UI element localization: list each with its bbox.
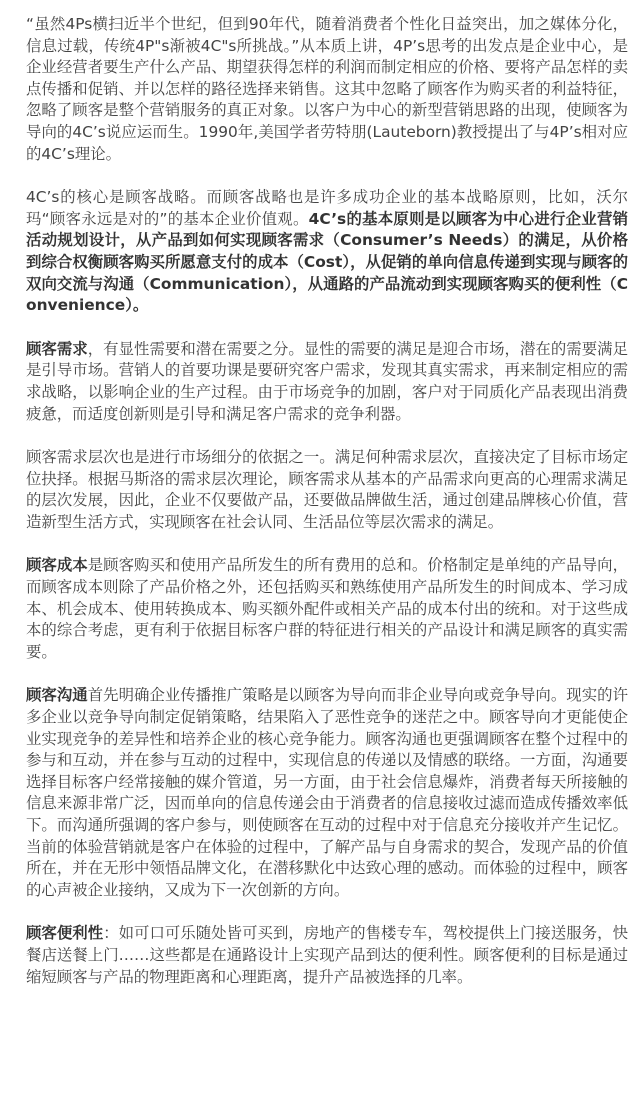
paragraph-customer-needs — [26, 339, 628, 425]
paragraph-bold-text: 4C’s的基本原则是以顾客为中心进行企业营销活动规划设计，从产品到如何实现顾客需求（Consumer’s Needs）的满足，从价格到综合权衡顾客购买所愿意支付的成本（Cost），从促销的单向信息传递到实现与顾客的双向交流与沟通（Communication），从通路的产品流动到实现顾客购买的便利性（Convenience）。 — [26, 209, 628, 315]
paragraph-text: ，有显性需要和潜在需要之分。显性的需要的满足是迎合市场，潜在的需要满足是引导市场。营销人的首要功课是要研究客户需求，发现其真实需求，再来制定相应的需求战略，以影响企业的生产过程。由于市场竞争的加剧，客户对于同质化产品表现出消费疲惫，而适度创新则是引导和满足客户需求的竞争利器。 — [26, 339, 628, 423]
paragraph-customer-communication — [26, 685, 628, 901]
paragraph-text: 是顾客购买和使用产品所发生的所有费用的总和。价格制定是单纯的产品导向，而顾客成本则除了产品价格之外，还包括购买和熟练使用产品所发生的时间成本、学习成本、机会成本、使用转换成本、购买额外配件或相关产品的成本付出的统和。对于这些成本的综合考虑，更有利于依据目标客户群的特征进行相关的产品设计和满足顾客的真实需要。 — [26, 556, 628, 661]
paragraph-4c-core — [26, 187, 628, 317]
paragraph-text: 首先明确企业传播推广策略是以顾客为导向而非企业导向或竞争导向。现实的许多企业以竞争导向制定促销策略，结果陷入了恶性竞争的迷茫之中。顾客导向才更能使企业实现竞争的差异性和培养企业的核心竞争能力。顾客沟通也更强调顾客在整个过程中的参与和互动，并在参与互动的过程中，实现信息的传递以及情感的联络。一方面，沟通要选择目标客户经常接触的媒介管道，另一方面，由于社会信息爆炸，消费者每天所接触的信息来源非常广泛，因而单向的信息传递会由于消费者的信息接收过滤而造成传播效率低下。而沟通所强调的客户参与，则使顾客在互动的过程中对于信息充分接收并产生记忆。当前的体验营销就是客户在体验的过程中，了解产品与自身需求的契合，发现产品的价值所在，并在无形中领悟品牌文化，在潜移默化中达致心理的感动。而体验的过程中，顾客的心声被企业接纳，又成为下一次创新的方向。 — [26, 686, 628, 899]
paragraph-text: “虽然4Ps横扫近半个世纪，但到90年代，随着消费者个性化日益突出，加之媒体分化，信息过载，传统4P"s渐被4C"s所挑战。”从本质上讲，4P’s思考的出发点是企业中心，是企业经营者要生产什么产品、期望获得怎样的利润而制定相应的价格、要将产品怎样的卖点传播和促销、并以怎样的路径选择来销售。这其中忽略了顾客作为购买者的利益特征，忽略了顾客是整个营销服务的真正对象。以客户为中心的新型营销思路的出现，使顾客为导向的4C’s说应运而生。1990年,美国学者劳特朋(Lauteborn)教授提出了与4P’s相对应的4C’s理论。 — [26, 15, 628, 163]
paragraph-text: ：如可口可乐随处皆可买到，房地产的售楼专车，驾校提供上门接送服务，快餐店送餐上门……这些都是在通路设计上实现产品到达的便利性。顾客便利的目标是通过缩短顾客与产品的物理距离和心理距离，提升产品被选择的几率。 — [26, 924, 628, 986]
paragraph-4c-origin — [26, 14, 628, 165]
paragraph-text: 顾客需求层次也是进行市场细分的依据之一。满足何种需求层次，直接决定了目标市场定位抉择。根据马斯洛的需求层次理论，顾客需求从基本的产品需求向更高的心理需求满足的层次发展，因此，企业不仅要做产品，还要做品牌做生活，通过创建品牌核心价值，营造新型生活方式，实现顾客在社会认同、生活品位等层次需求的满足。 — [26, 448, 628, 531]
section-heading: 顾客沟通 — [26, 686, 88, 705]
paragraph-text: 4C’s的核心是顾客战略。而顾客战略也是许多成功企业的基本战略原则，比如，沃尔玛“顾客永远是对的”的基本企业价值观。 — [26, 188, 628, 228]
section-heading: 顾客成本 — [26, 556, 88, 575]
paragraph-customer-convenience — [26, 923, 628, 988]
section-heading: 顾客需求 — [26, 339, 88, 358]
paragraph-needs-hierarchy — [26, 447, 628, 533]
section-heading: 顾客便利性 — [26, 924, 104, 943]
paragraph-customer-cost — [26, 555, 628, 663]
